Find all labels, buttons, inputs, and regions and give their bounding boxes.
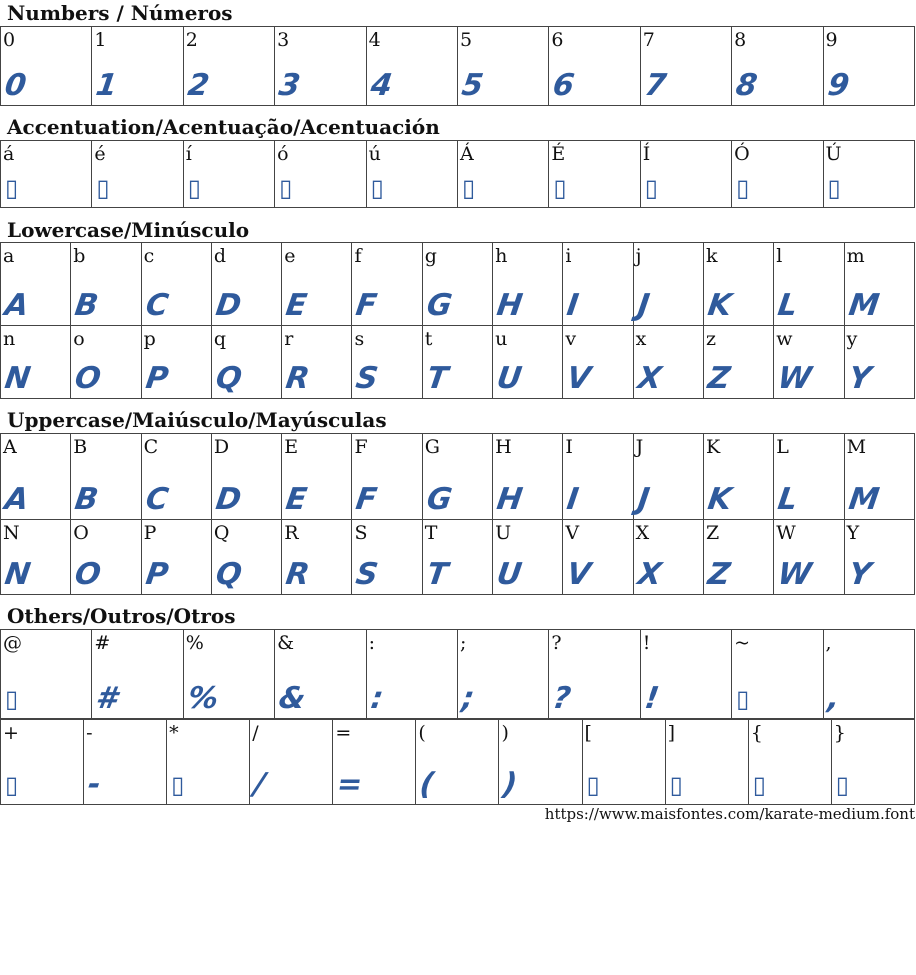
glyph-cell xyxy=(499,720,582,805)
glyph-cell xyxy=(1,141,92,208)
glyph-cell-label: b xyxy=(73,245,86,267)
glyph-sample: B xyxy=(72,482,100,517)
glyph-cell xyxy=(703,520,773,595)
missing-glyph-box: ▯ xyxy=(171,771,184,799)
glyph-cell xyxy=(844,243,914,326)
missing-glyph-box: ▯ xyxy=(736,174,749,202)
glyph-cell-label: O xyxy=(73,522,89,544)
glyph-cell-label: L xyxy=(776,436,789,458)
missing-glyph-box: ▯ xyxy=(5,685,18,713)
glyph-cell xyxy=(732,27,823,106)
glyph-cell-label: A xyxy=(3,436,17,458)
glyph-sample: R xyxy=(283,557,311,592)
glyph-cell xyxy=(183,630,274,719)
glyph-cell xyxy=(748,720,831,805)
glyph-cell xyxy=(774,520,844,595)
glyph-cell xyxy=(282,434,352,520)
glyph-cell-label: F xyxy=(354,436,368,458)
glyph-cell xyxy=(1,243,71,326)
glyph-cell-label: 6 xyxy=(551,29,564,51)
glyph-cell xyxy=(457,141,548,208)
glyph-sample: X xyxy=(635,361,663,396)
glyph-cell xyxy=(640,141,731,208)
glyph-cell-label: á xyxy=(3,143,15,165)
glyph-cell-label: R xyxy=(284,522,299,544)
glyph-cell xyxy=(703,434,773,520)
glyph-cell-label: ; xyxy=(459,632,467,654)
glyph-cell-label: z xyxy=(705,328,716,350)
glyph-cell-label: l xyxy=(776,245,783,267)
glyph-cell-label: w xyxy=(776,328,793,350)
glyph-cell xyxy=(493,434,563,520)
glyph-sample: M xyxy=(846,288,880,323)
glyph-sample: Z xyxy=(705,557,732,592)
source-url: https://www.maisfontes.com/karate-medium.font xyxy=(544,805,915,823)
glyph-cell-label: T xyxy=(424,522,438,544)
glyph-cell xyxy=(366,141,457,208)
glyph-sample: P xyxy=(143,557,170,592)
glyph-cell-label: U xyxy=(495,522,512,544)
glyph-cell-label: + xyxy=(3,722,19,744)
glyph-sample: E xyxy=(283,288,309,323)
glyph-cell xyxy=(1,520,71,595)
glyph-sample: K xyxy=(705,482,733,517)
glyph-sample: W xyxy=(775,361,813,396)
glyph-cell xyxy=(823,27,914,106)
glyph-sample: & xyxy=(276,681,307,716)
glyph-cell-label: 0 xyxy=(3,29,16,51)
missing-glyph-box: ▯ xyxy=(461,174,475,202)
glyph-sample: ? xyxy=(550,681,573,716)
glyph-cell xyxy=(823,630,914,719)
glyph-cell-label: 5 xyxy=(459,29,473,51)
glyph-cell xyxy=(1,434,71,520)
glyph-cell-label: G xyxy=(424,436,440,458)
glyph-cell-label: 7 xyxy=(642,29,655,51)
glyph-cell-label: Ó xyxy=(734,143,750,165)
glyph-cell xyxy=(366,27,457,106)
glyph-cell-label: q xyxy=(213,328,227,350)
glyph-sample: V xyxy=(564,361,593,396)
glyph-cell xyxy=(422,326,492,399)
glyph-sample: ( xyxy=(418,767,436,802)
glyph-cell-label: , xyxy=(825,632,832,654)
glyph-sample: : xyxy=(368,681,385,716)
glyph-cell xyxy=(1,27,92,106)
glyph-cell xyxy=(549,141,640,208)
glyph-cell-label: f xyxy=(354,245,362,267)
glyph-cell-label: Q xyxy=(213,522,230,544)
glyph-sample: O xyxy=(72,361,103,396)
glyph-cell-label: a xyxy=(3,245,15,267)
glyph-cell-label: @ xyxy=(3,632,22,654)
glyph-cell xyxy=(549,27,640,106)
glyph-cell-label: X xyxy=(635,522,650,544)
glyph-cell-label: - xyxy=(86,722,93,744)
missing-glyph-box: ▯ xyxy=(644,174,657,202)
glyph-cell-label: [ xyxy=(584,722,592,744)
missing-glyph-box: ▯ xyxy=(187,174,200,202)
glyph-cell xyxy=(633,243,703,326)
glyph-cell xyxy=(167,720,250,805)
glyph-cell xyxy=(633,326,703,399)
glyph-cell xyxy=(141,243,211,326)
glyph-cell-label: D xyxy=(213,436,230,458)
missing-glyph-box: ▯ xyxy=(5,174,18,202)
glyph-cell xyxy=(250,720,333,805)
glyph-cell xyxy=(211,326,281,399)
glyph-cell xyxy=(774,243,844,326)
glyph-cell xyxy=(92,630,183,719)
glyph-cell xyxy=(563,326,633,399)
glyph-cell-label: E xyxy=(284,436,299,458)
uppercase-title: Uppercase/Maiúsculo/Mayúsculas xyxy=(7,408,387,432)
glyph-sample: 2 xyxy=(185,68,211,103)
glyph-cell xyxy=(352,326,422,399)
glyph-cell-label: & xyxy=(277,632,295,654)
glyph-sample: O xyxy=(72,557,103,592)
glyph-cell xyxy=(1,326,71,399)
glyph-cell-label: Y xyxy=(846,522,860,544)
glyph-cell xyxy=(92,27,183,106)
glyph-sample: A xyxy=(2,482,30,517)
glyph-cell-label: Á xyxy=(459,143,474,165)
glyph-cell xyxy=(640,27,731,106)
glyph-sample: 7 xyxy=(642,68,668,103)
glyph-sample: D xyxy=(213,482,243,517)
glyph-cell-label: 4 xyxy=(368,29,381,51)
glyph-sample: P xyxy=(143,361,170,396)
glyph-cell xyxy=(275,27,366,106)
glyph-sample: ! xyxy=(642,681,660,716)
others-title: Others/Outros/Otros xyxy=(7,604,236,628)
glyph-cell xyxy=(582,720,665,805)
glyph-cell-label: P xyxy=(143,522,157,544)
glyph-cell xyxy=(71,326,141,399)
glyph-sample: J xyxy=(635,288,651,323)
glyph-cell-label: v xyxy=(565,328,577,350)
glyph-cell xyxy=(416,720,499,805)
glyph-cell-label: p xyxy=(143,328,156,350)
glyph-cell xyxy=(71,520,141,595)
glyph-sample: H xyxy=(494,482,524,517)
glyph-cell-label: ! xyxy=(642,632,651,654)
missing-glyph-box: ▯ xyxy=(586,771,599,799)
glyph-sample: S xyxy=(354,361,380,396)
glyph-sample: 4 xyxy=(368,68,393,103)
numbers-title: Numbers / Números xyxy=(7,1,233,25)
glyph-sample: / xyxy=(251,767,267,802)
accents-title: Accentuation/Acentuação/Acentuación xyxy=(7,115,440,139)
glyph-sample: 0 xyxy=(2,68,28,103)
glyph-sample: U xyxy=(494,557,523,592)
glyph-cell xyxy=(352,520,422,595)
glyph-cell xyxy=(71,243,141,326)
glyph-cell xyxy=(183,27,274,106)
glyph-sample: Q xyxy=(213,361,243,396)
glyph-sample: F xyxy=(354,482,379,517)
glyph-cell-label: x xyxy=(635,328,647,350)
glyph-cell xyxy=(183,141,274,208)
glyph-sample: I xyxy=(564,482,581,517)
glyph-cell-label: { xyxy=(750,722,763,744)
others-grid-2 xyxy=(0,719,915,805)
glyph-sample: 5 xyxy=(459,68,485,103)
glyph-cell xyxy=(703,326,773,399)
glyph-sample: J xyxy=(635,482,651,517)
glyph-cell xyxy=(275,630,366,719)
glyph-sample: G xyxy=(424,482,453,517)
glyph-cell xyxy=(366,630,457,719)
lowercase-grid xyxy=(0,242,915,399)
glyph-cell-label: C xyxy=(143,436,159,458)
glyph-sample: R xyxy=(283,361,311,396)
glyph-cell xyxy=(352,434,422,520)
glyph-cell-label: ) xyxy=(501,722,509,744)
glyph-cell xyxy=(640,630,731,719)
glyph-sample: L xyxy=(775,482,799,517)
glyph-cell-label: ? xyxy=(551,632,562,654)
glyph-sample: C xyxy=(143,288,170,323)
glyph-cell-label: } xyxy=(833,722,846,744)
glyph-cell xyxy=(422,243,492,326)
glyph-sample: 1 xyxy=(94,68,119,103)
glyph-sample: ) xyxy=(501,767,519,802)
glyph-sample: X xyxy=(635,557,663,592)
glyph-cell-label: Í xyxy=(642,143,651,165)
glyph-cell xyxy=(92,141,183,208)
glyph-sample: C xyxy=(143,482,170,517)
glyph-cell xyxy=(457,630,548,719)
missing-glyph-box: ▯ xyxy=(96,174,109,202)
accents-grid xyxy=(0,140,915,208)
glyph-cell-label: É xyxy=(551,143,566,165)
glyph-cell-label: e xyxy=(284,245,296,267)
glyph-sample: Z xyxy=(705,361,732,396)
glyph-cell xyxy=(563,434,633,520)
glyph-cell xyxy=(493,520,563,595)
glyph-cell-label: % xyxy=(185,632,204,654)
glyph-sample: I xyxy=(564,288,581,323)
glyph-cell-label: : xyxy=(368,632,375,654)
glyph-cell xyxy=(422,520,492,595)
glyph-cell xyxy=(732,141,823,208)
glyph-sample: E xyxy=(283,482,309,517)
glyph-cell-label: k xyxy=(705,245,718,267)
glyph-sample: Q xyxy=(213,557,243,592)
glyph-sample: 8 xyxy=(733,68,759,103)
glyph-cell xyxy=(493,326,563,399)
glyph-sample: A xyxy=(2,288,30,323)
glyph-cell xyxy=(211,434,281,520)
glyph-cell-label: j xyxy=(635,245,642,267)
glyph-cell xyxy=(703,243,773,326)
glyph-sample: Y xyxy=(846,557,872,592)
glyph-cell-label: 1 xyxy=(94,29,107,51)
glyph-cell-label: n xyxy=(3,328,16,350)
glyph-cell-label: r xyxy=(284,328,294,350)
glyph-cell xyxy=(282,520,352,595)
glyph-cell-label: t xyxy=(424,328,433,350)
glyph-sample: T xyxy=(424,557,449,592)
glyph-cell xyxy=(844,434,914,520)
glyph-sample: S xyxy=(354,557,380,592)
glyph-sample: , xyxy=(825,681,841,716)
glyph-sample: = xyxy=(334,767,364,802)
glyph-cell-label: M xyxy=(846,436,867,458)
numbers-grid xyxy=(0,26,915,106)
glyph-cell-label: 3 xyxy=(277,29,290,51)
glyph-cell-label: V xyxy=(565,522,580,544)
glyph-cell xyxy=(282,326,352,399)
glyph-sample: % xyxy=(185,681,220,716)
missing-glyph-box: ▯ xyxy=(553,174,566,202)
glyph-cell xyxy=(563,243,633,326)
glyph-cell xyxy=(1,630,92,719)
glyph-cell-label: c xyxy=(143,245,155,267)
glyph-cell-label: H xyxy=(495,436,512,458)
glyph-sample: B xyxy=(72,288,100,323)
glyph-cell-label: S xyxy=(354,522,368,544)
missing-glyph-box: ▯ xyxy=(835,771,848,799)
glyph-sample: 6 xyxy=(550,68,576,103)
glyph-sample: K xyxy=(705,288,733,323)
glyph-cell-label: d xyxy=(213,245,227,267)
missing-glyph-box: ▯ xyxy=(5,771,18,799)
glyph-cell-label: J xyxy=(635,436,644,458)
others-grid-1 xyxy=(0,629,915,719)
glyph-cell-label: 8 xyxy=(734,29,747,51)
glyph-cell-label: m xyxy=(846,245,865,267)
glyph-cell xyxy=(774,326,844,399)
glyph-cell-label: é xyxy=(94,143,106,165)
glyph-cell xyxy=(1,720,84,805)
glyph-cell-label: o xyxy=(73,328,85,350)
missing-glyph-box: ▯ xyxy=(752,771,765,799)
glyph-sample: H xyxy=(494,288,524,323)
glyph-cell xyxy=(732,630,823,719)
glyph-sample: # xyxy=(94,681,119,716)
glyph-cell xyxy=(141,520,211,595)
glyph-cell-label: i xyxy=(565,245,572,267)
glyph-sample: ; xyxy=(459,681,476,716)
glyph-sample: V xyxy=(564,557,593,592)
glyph-sample: 3 xyxy=(276,68,302,103)
glyph-sample: N xyxy=(2,361,32,396)
glyph-sample: U xyxy=(494,361,523,396)
glyph-cell xyxy=(563,520,633,595)
missing-glyph-box: ▯ xyxy=(669,771,682,799)
glyph-cell-label: 2 xyxy=(185,29,198,51)
glyph-cell-label: ú xyxy=(368,143,381,165)
glyph-cell xyxy=(823,141,914,208)
glyph-cell-label: y xyxy=(846,328,858,350)
glyph-sample: L xyxy=(775,288,799,323)
glyph-cell-label: s xyxy=(354,328,365,350)
missing-glyph-box: ▯ xyxy=(279,174,292,202)
glyph-cell xyxy=(282,243,352,326)
glyph-sample: N xyxy=(2,557,32,592)
glyph-cell-label: I xyxy=(565,436,573,458)
glyph-sample: M xyxy=(846,482,880,517)
glyph-cell xyxy=(352,243,422,326)
glyph-cell-label: N xyxy=(3,522,20,544)
glyph-cell xyxy=(141,434,211,520)
missing-glyph-box: ▯ xyxy=(370,174,383,202)
glyph-cell xyxy=(493,243,563,326)
glyph-cell xyxy=(831,720,914,805)
glyph-cell-label: = xyxy=(335,722,352,744)
glyph-cell xyxy=(211,520,281,595)
missing-glyph-box: ▯ xyxy=(827,174,840,202)
glyph-sample: W xyxy=(775,557,813,592)
glyph-sample: 9 xyxy=(825,68,850,103)
glyph-sample: G xyxy=(424,288,453,323)
glyph-sample: D xyxy=(213,288,243,323)
glyph-cell xyxy=(141,326,211,399)
glyph-cell-label: B xyxy=(73,436,88,458)
glyph-cell xyxy=(633,520,703,595)
uppercase-grid xyxy=(0,433,915,595)
glyph-cell-label: ] xyxy=(667,722,676,744)
glyph-cell-label: ( xyxy=(418,722,426,744)
glyph-sample: Y xyxy=(846,361,872,396)
glyph-sample: T xyxy=(424,361,449,396)
glyph-cell xyxy=(549,630,640,719)
glyph-cell-label: ~ xyxy=(734,632,751,654)
glyph-cell xyxy=(422,434,492,520)
glyph-cell xyxy=(71,434,141,520)
missing-glyph-box: ▯ xyxy=(736,685,749,713)
glyph-cell xyxy=(665,720,748,805)
glyph-cell xyxy=(633,434,703,520)
glyph-cell-label: W xyxy=(776,522,796,544)
glyph-cell xyxy=(774,434,844,520)
glyph-cell xyxy=(333,720,416,805)
glyph-cell-label: # xyxy=(94,632,111,654)
glyph-cell xyxy=(457,27,548,106)
glyph-sample: F xyxy=(354,288,379,323)
glyph-cell xyxy=(844,520,914,595)
glyph-cell-label: / xyxy=(252,722,259,744)
glyph-cell-label: ó xyxy=(277,143,289,165)
glyph-cell xyxy=(844,326,914,399)
glyph-cell-label: Z xyxy=(705,522,720,544)
glyph-cell xyxy=(275,141,366,208)
glyph-sample: - xyxy=(85,767,103,802)
glyph-cell-label: g xyxy=(424,245,437,267)
glyph-cell-label: * xyxy=(169,722,179,744)
lowercase-title: Lowercase/Minúsculo xyxy=(7,218,250,242)
glyph-cell-label: h xyxy=(495,245,508,267)
glyph-cell-label: í xyxy=(185,143,192,165)
glyph-cell-label: K xyxy=(705,436,721,458)
glyph-cell xyxy=(84,720,167,805)
glyph-cell-label: u xyxy=(495,328,508,350)
glyph-cell-label: Ú xyxy=(825,143,842,165)
glyph-cell-label: 9 xyxy=(825,29,838,51)
glyph-cell xyxy=(211,243,281,326)
